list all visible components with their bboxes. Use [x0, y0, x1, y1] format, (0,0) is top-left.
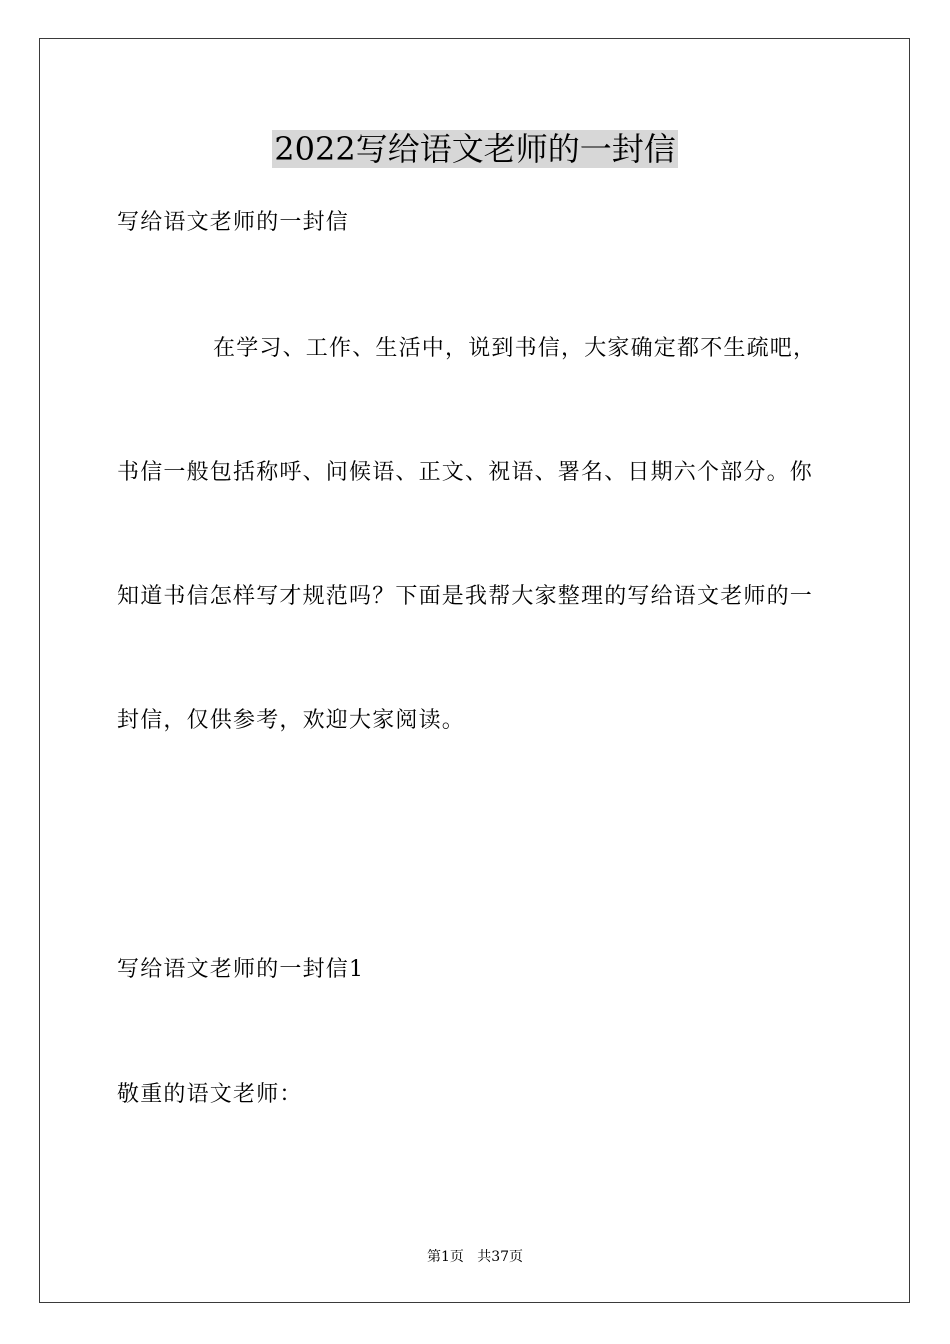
- intro-line-1: 在学习、工作、生活中，说到书信，大家确定都不生疏吧，: [213, 336, 817, 361]
- intro-line-2: 书信一般包括称呼、问候语、正文、祝语、署名、日期六个部分。你: [117, 460, 814, 485]
- document-title-text: 2022写给语文老师的一封信: [274, 130, 676, 168]
- page-footer: 第1页 共37页: [426, 1249, 524, 1265]
- document-subtitle: 写给语文老师的一封信: [117, 210, 350, 235]
- intro-line-4: 封信，仅供参考，欢迎大家阅读。: [117, 708, 466, 733]
- section-heading: 写给语文老师的一封信1: [117, 957, 365, 982]
- document-title: [0, 127, 950, 171]
- intro-line-3: 知道书信怎样写才规范吗？下面是我帮大家整理的写给语文老师的一: [117, 584, 814, 609]
- salutation: 敬重的语文老师：: [117, 1082, 303, 1107]
